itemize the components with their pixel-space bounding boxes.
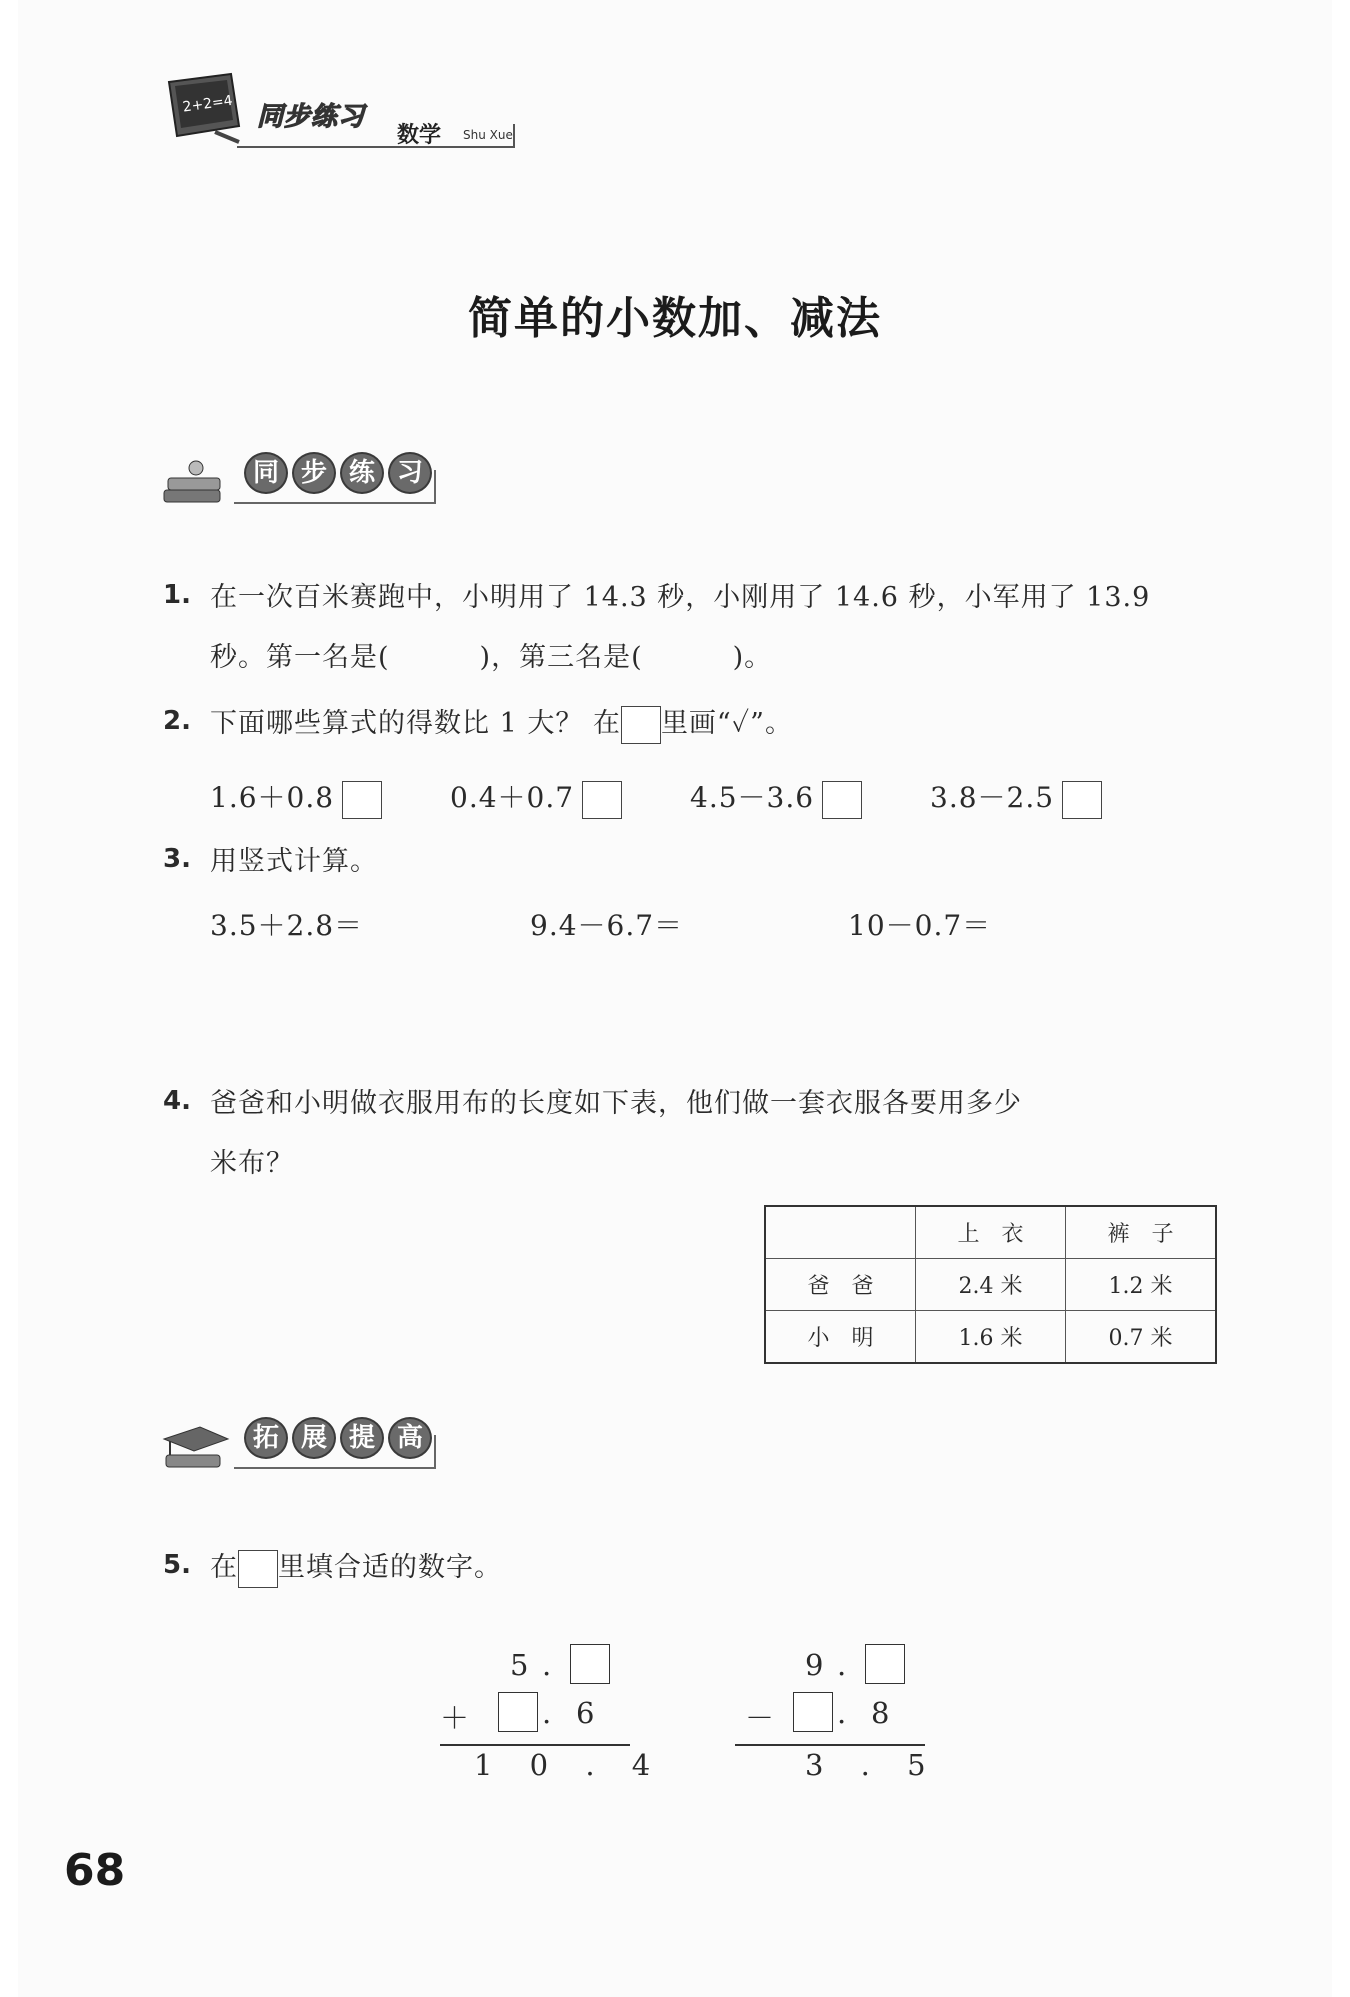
graduation-cap-icon [160,1425,230,1475]
series-title: 同步练习 [257,102,366,132]
banner-char: 高 [388,1417,432,1459]
table-row-header: 爸 爸 [765,1259,916,1311]
check-box[interactable] [342,781,382,819]
digit: 6 [576,1696,609,1730]
expression: 10－0.7＝ [848,909,992,942]
operator: ＋ [440,1701,484,1735]
table-row-header: 小 明 [765,1311,916,1364]
digit-box[interactable] [793,1692,833,1732]
question-number: 1. [163,580,191,610]
table-cell: 1.6 米 [916,1311,1066,1364]
digit-box[interactable] [498,1692,538,1732]
banner-char: 习 [388,452,432,494]
digit-box[interactable] [570,1644,610,1684]
section-banner-extension [160,1405,460,1485]
banner-char: 提 [340,1417,384,1459]
page-number: 68 [64,1845,126,1896]
expression: 0.4＋0.7 [450,776,622,819]
header-underline [237,146,515,148]
question-number: 4. [163,1086,191,1116]
question-text: 在一次百米赛跑中，小明用了 14.3 秒，小刚用了 14.6 秒，小军用了 13.9 [210,582,1151,613]
example-box [238,1550,278,1588]
table-header: 裤 子 [1066,1206,1217,1259]
table-cell: 2.4 米 [916,1259,1066,1311]
expression: 3.5＋2.8＝ [210,909,364,942]
decimal-point: . [837,1648,861,1682]
fabric-table [764,1205,1217,1364]
header-divider [513,124,515,148]
operator: － [745,1701,789,1735]
example-box [621,706,661,744]
banner-char: 同 [244,452,288,494]
table-cell [765,1206,916,1259]
check-box[interactable] [582,781,622,819]
banner-char: 练 [340,452,384,494]
section-banner-practice [160,440,460,520]
result: 3 . 5 [805,1748,940,1782]
series-header [165,72,525,172]
decimal-point: . [542,1696,566,1730]
expression: 4.5－3.6 [690,776,862,819]
banner-char: 步 [292,452,336,494]
board-text: 2+2=4 [181,92,234,116]
question-number: 2. [163,706,191,736]
question-number: 5. [163,1550,191,1580]
result: 1 0 . 4 [474,1748,665,1782]
chalkboard-icon [165,72,245,144]
decimal-point: . [837,1696,861,1730]
digit: 5 [510,1648,543,1682]
digit: 9 [805,1648,838,1682]
check-box[interactable] [822,781,862,819]
question-text: 米布？ [210,1148,294,1179]
book-stack-icon [160,460,230,510]
banner-char: 拓 [244,1417,288,1459]
table-header: 上 衣 [916,1206,1066,1259]
question-text: 在 里填合适的数字。 [210,1548,502,1588]
decimal-point: . [542,1648,566,1682]
expression: 3.8－2.5 [930,776,1102,819]
page-title: 简单的小数加、减法 [468,293,882,344]
question-number: 3. [163,844,191,874]
question-text: 秒。第一名是( )，第三名是( )。 [210,642,773,673]
table-cell: 1.2 米 [1066,1259,1217,1311]
question-text: 下面哪些算式的得数比 1 大？ 在 里画“✓”。 [210,704,793,744]
expression: 9.4－6.7＝ [530,909,684,942]
banner-char: 展 [292,1417,336,1459]
question-text: 用竖式计算。 [210,846,378,877]
check-box[interactable] [1062,781,1102,819]
question-text: 爸爸和小明做衣服用布的长度如下表，他们做一套衣服各要用多少 [210,1088,1022,1119]
subject-pinyin: Shu Xue [463,128,513,142]
subject-label: 数学 [397,123,442,148]
digit: 8 [871,1696,904,1730]
expression: 1.6＋0.8 [210,776,382,819]
digit-box[interactable] [865,1644,905,1684]
table-cell: 0.7 米 [1066,1311,1217,1364]
